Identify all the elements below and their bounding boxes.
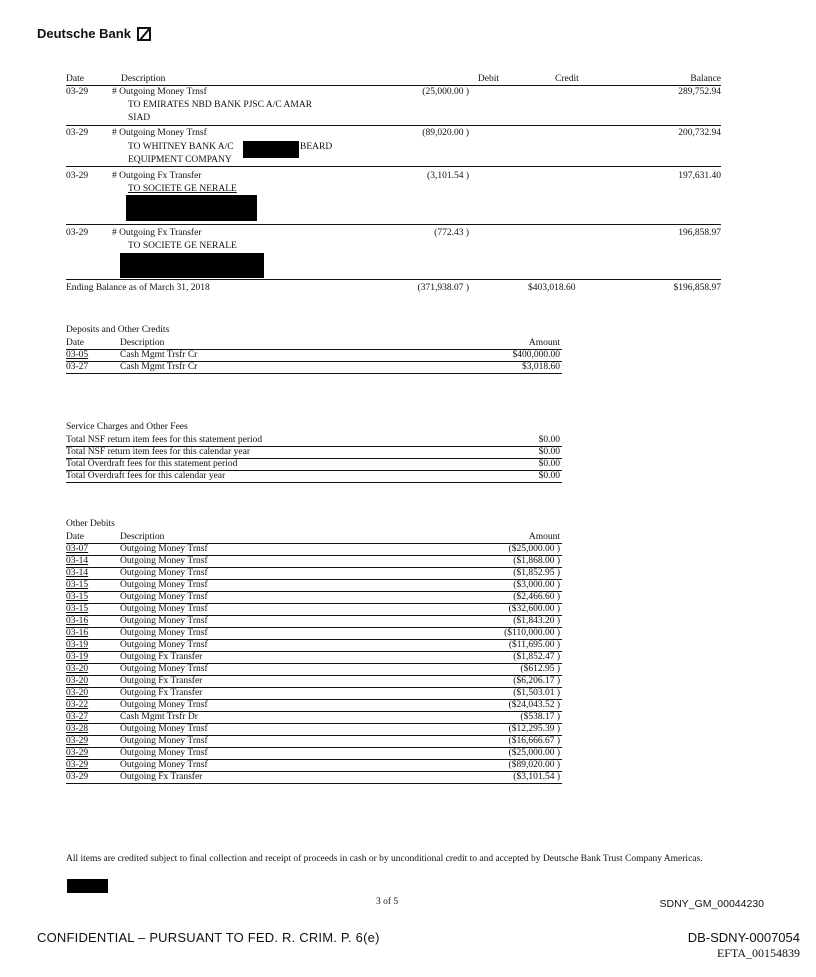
tx-debit: (89,020.00 ) xyxy=(422,128,469,138)
row-description: Outgoing Money Trnsf xyxy=(120,724,208,734)
table-row xyxy=(66,544,562,556)
tx-balance: 197,631.40 xyxy=(678,171,721,181)
tx-date: 03-29 xyxy=(66,171,89,181)
ending-balance: $196,858.97 xyxy=(673,283,721,293)
table-row xyxy=(66,471,562,483)
row-description: Total NSF return item fees for this statement period xyxy=(66,435,263,445)
row-description: Outgoing Money Trnsf xyxy=(120,556,208,566)
tx-date: 03-29 xyxy=(66,228,89,238)
transaction-row xyxy=(66,224,721,280)
table-row xyxy=(66,688,562,700)
redaction-block xyxy=(243,141,299,158)
table-row xyxy=(66,760,562,772)
row-amount: ($1,852.47 ) xyxy=(513,652,560,662)
row-amount: ($89,020.00 ) xyxy=(508,760,560,770)
tx-desc-line: TO SOCIETE GE NERALE xyxy=(128,241,237,251)
table-row xyxy=(66,628,562,640)
row-description: Total NSF return item fees for this calendar year xyxy=(66,447,250,457)
row-description: Outgoing Money Trnsf xyxy=(120,616,208,626)
row-description: Total Overdraft fees for this statement period xyxy=(66,459,238,469)
table-row xyxy=(66,772,562,784)
table-row xyxy=(66,676,562,688)
row-date: 03-20 xyxy=(66,688,89,698)
row-description: Outgoing Money Trnsf xyxy=(120,604,208,614)
row-description: Cash Mgmt Trsfr Cr xyxy=(120,350,198,360)
row-amount: $0.00 xyxy=(538,447,560,457)
ending-balance-row xyxy=(66,283,721,295)
table-row xyxy=(66,435,562,447)
row-date: 03-15 xyxy=(66,580,89,590)
table-row xyxy=(66,592,562,604)
transaction-row xyxy=(66,168,721,225)
row-amount: ($24,043.52 ) xyxy=(508,700,560,710)
table-row xyxy=(66,724,562,736)
bates-number: SDNY_GM_00044230 xyxy=(659,898,764,910)
other-debits-title: Other Debits xyxy=(66,519,115,529)
row-amount: ($612.95 ) xyxy=(520,664,560,674)
tx-desc-line: # Outgoing Money Trnsf xyxy=(112,128,207,138)
page-number: 3 of 5 xyxy=(376,897,399,907)
row-description: Cash Mgmt Trsfr Dr xyxy=(120,712,198,722)
row-date: 03-19 xyxy=(66,640,89,650)
header-credit: Credit xyxy=(555,74,579,84)
col-date: Date xyxy=(66,338,84,348)
row-amount: ($1,503.01 ) xyxy=(513,688,560,698)
row-amount: $0.00 xyxy=(538,459,560,469)
table-row xyxy=(66,580,562,592)
row-date: 03-15 xyxy=(66,592,89,602)
table-row xyxy=(66,748,562,760)
row-description: Outgoing Fx Transfer xyxy=(120,652,203,662)
tx-balance: 289,752.94 xyxy=(678,87,721,97)
row-date: 03-28 xyxy=(66,724,89,734)
row-description: Outgoing Money Trnsf xyxy=(120,568,208,578)
row-amount: ($1,843.20 ) xyxy=(513,616,560,626)
other-debits-header xyxy=(66,532,562,544)
ending-debit: (371,938.07 ) xyxy=(417,283,469,293)
table-row xyxy=(66,664,562,676)
footer-note: All items are credited subject to final collection and receipt of proceeds in cash or by unconditional credit to and accepted by Deutsche Bank Trust Company Americas. xyxy=(66,854,703,864)
row-description: Outgoing Money Trnsf xyxy=(120,628,208,638)
row-description: Outgoing Money Trnsf xyxy=(120,760,208,770)
row-amount: ($110,000.00 ) xyxy=(504,628,560,638)
table-row xyxy=(66,700,562,712)
row-description: Outgoing Money Trnsf xyxy=(120,544,208,554)
tx-date: 03-29 xyxy=(66,87,89,97)
table-row xyxy=(66,712,562,724)
row-amount: ($538.17 ) xyxy=(520,712,560,722)
row-date: 03-29 xyxy=(66,736,89,746)
row-description: Outgoing Money Trnsf xyxy=(120,640,208,650)
row-date: 03-14 xyxy=(66,556,89,566)
row-description: Outgoing Fx Transfer xyxy=(120,688,203,698)
row-description: Total Overdraft fees for this calendar year xyxy=(66,471,226,481)
row-amount: ($3,101.54 ) xyxy=(513,772,560,782)
deutsche-bank-slash-icon xyxy=(137,27,151,41)
table-row xyxy=(66,556,562,568)
tx-desc-line: TO EMIRATES NBD BANK PJSC A/C AMAR xyxy=(128,100,313,110)
row-date: 03-22 xyxy=(66,700,89,710)
deposits-title: Deposits and Other Credits xyxy=(66,325,170,335)
redaction-block xyxy=(126,195,257,221)
table-row xyxy=(66,568,562,580)
ending-label: Ending Balance as of March 31, 2018 xyxy=(66,283,210,293)
row-date: 03-07 xyxy=(66,544,89,554)
table-row xyxy=(66,652,562,664)
row-description: Cash Mgmt Trsfr Cr xyxy=(120,362,198,372)
row-description: Outgoing Money Trnsf xyxy=(120,736,208,746)
col-description: Description xyxy=(120,532,165,542)
deposits-header xyxy=(66,338,562,350)
row-description: Outgoing Money Trnsf xyxy=(120,592,208,602)
tx-desc-line: TO SOCIETE GE NERALE xyxy=(128,184,237,194)
row-amount: ($2,466.60 ) xyxy=(513,592,560,602)
confidential-notice: CONFIDENTIAL – PURSUANT TO FED. R. CRIM. P. 6(e) xyxy=(37,930,380,945)
row-date: 03-27 xyxy=(66,362,89,372)
col-amount: Amount xyxy=(528,532,560,542)
row-amount: ($1,868.00 ) xyxy=(513,556,560,566)
row-date: 03-20 xyxy=(66,676,89,686)
row-amount: $400,000.00 xyxy=(512,350,560,360)
row-date: 03-29 xyxy=(66,760,89,770)
tx-debit: (772.43 ) xyxy=(434,228,469,238)
tx-desc-line: EQUIPMENT COMPANY xyxy=(128,155,232,165)
row-description: Outgoing Money Trnsf xyxy=(120,580,208,590)
ending-credit: $403,018.60 xyxy=(528,283,576,293)
row-date: 03-27 xyxy=(66,712,89,722)
efta-number: EFTA_00154839 xyxy=(716,946,800,960)
header-balance: Balance xyxy=(690,74,721,84)
bates-number-db: DB-SDNY-0007054 xyxy=(687,930,800,945)
tx-desc-line: TO WHITNEY BANK A/C xyxy=(128,142,234,152)
row-amount: ($3,000.00 ) xyxy=(513,580,560,590)
tx-desc-line: # Outgoing Money Trnsf xyxy=(112,87,207,97)
row-amount: $3,018.60 xyxy=(522,362,560,372)
col-date: Date xyxy=(66,532,84,542)
table-row xyxy=(66,640,562,652)
tx-desc-line: # Outgoing Fx Transfer xyxy=(112,228,202,238)
bank-logo xyxy=(37,26,151,41)
other-debits-rows xyxy=(66,544,562,784)
row-amount: ($16,666.67 ) xyxy=(508,736,560,746)
table-row xyxy=(66,350,562,362)
tx-debit: (25,000.00 ) xyxy=(422,87,469,97)
service-table xyxy=(66,435,562,483)
brand-name: Deutsche Bank xyxy=(37,26,131,41)
table-row xyxy=(66,459,562,471)
row-amount: $0.00 xyxy=(538,435,560,445)
row-date: 03-20 xyxy=(66,664,89,674)
row-description: Outgoing Fx Transfer xyxy=(120,772,203,782)
row-date: 03-15 xyxy=(66,604,89,614)
redaction-block xyxy=(120,253,264,278)
col-amount: Amount xyxy=(528,338,560,348)
tx-desc-line: SIAD xyxy=(128,113,151,123)
row-amount: ($11,695.00 ) xyxy=(508,640,560,650)
row-amount: $0.00 xyxy=(538,471,560,481)
other-debits-table xyxy=(66,532,562,784)
row-date: 03-29 xyxy=(66,772,89,782)
deposits-table xyxy=(66,338,562,374)
row-date: 03-05 xyxy=(66,350,89,360)
header-description: Description xyxy=(121,74,166,84)
row-date: 03-19 xyxy=(66,652,89,662)
col-description: Description xyxy=(120,338,165,348)
table-row xyxy=(66,362,562,374)
row-amount: ($1,852.95 ) xyxy=(513,568,560,578)
tx-balance: 200,732.94 xyxy=(678,128,721,138)
service-title: Service Charges and Other Fees xyxy=(66,422,188,432)
row-date: 03-16 xyxy=(66,616,89,626)
transaction-row xyxy=(66,127,721,167)
row-description: Outgoing Money Trnsf xyxy=(120,700,208,710)
tx-debit: (3,101.54 ) xyxy=(427,171,469,181)
header-date: Date xyxy=(66,74,84,84)
tx-balance: 196,858.97 xyxy=(678,228,721,238)
row-date: 03-16 xyxy=(66,628,89,638)
table-row xyxy=(66,736,562,748)
row-description: Outgoing Fx Transfer xyxy=(120,676,203,686)
table-row xyxy=(66,616,562,628)
row-date: 03-29 xyxy=(66,748,89,758)
row-description: Outgoing Money Trnsf xyxy=(120,664,208,674)
tx-date: 03-29 xyxy=(66,128,89,138)
row-amount: ($25,000.00 ) xyxy=(508,544,560,554)
tx-desc-line: # Outgoing Fx Transfer xyxy=(112,171,202,181)
row-amount: ($12,295.39 ) xyxy=(508,724,560,734)
tx-desc-line: BEARD xyxy=(300,142,333,152)
row-amount: ($6,206.17 ) xyxy=(513,676,560,686)
header-debit: Debit xyxy=(477,74,499,84)
transactions-header xyxy=(66,74,721,86)
row-date: 03-14 xyxy=(66,568,89,578)
row-amount: ($25,000.00 ) xyxy=(508,748,560,758)
row-amount: ($32,600.00 ) xyxy=(508,604,560,614)
transaction-row xyxy=(66,86,721,126)
table-row xyxy=(66,604,562,616)
row-description: Outgoing Money Trnsf xyxy=(120,748,208,758)
table-row xyxy=(66,447,562,459)
redaction-block xyxy=(67,879,108,893)
